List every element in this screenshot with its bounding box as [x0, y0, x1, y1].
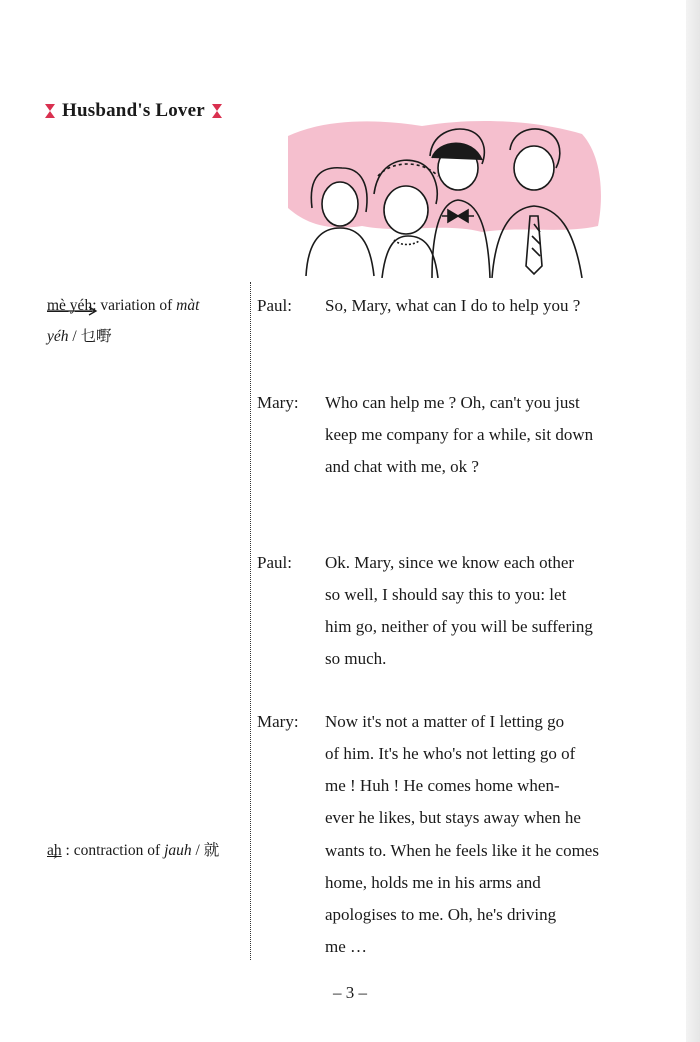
note-definition: : variation of — [92, 297, 177, 314]
dialogue-line: wants to. When he feels like it he comes — [325, 841, 599, 860]
dialogue-line: so well, I should say this to you: let — [325, 585, 567, 604]
arrow-right-icon — [47, 305, 99, 319]
red-hourglass-icon — [211, 103, 223, 119]
dialogue-line: him go, neither of you will be suffering — [325, 617, 593, 636]
arrow-right-icon — [47, 850, 71, 864]
dialogue-line: Ok. Mary, since we know each other — [325, 553, 575, 572]
red-hourglass-icon — [44, 103, 56, 119]
margin-note-variation — [47, 290, 247, 352]
dialogue-line: Who can help me ? Oh, can't you just — [325, 393, 580, 412]
dialogue-line: apologises to me. Oh, he's driving — [325, 905, 557, 924]
note-term: ah — [47, 842, 62, 859]
dialogue-line: me ! Huh ! He comes home when- — [325, 776, 560, 795]
section-title — [44, 100, 223, 122]
note-italic-word: màt — [176, 297, 200, 314]
note-chinese: / 乜嘢 — [68, 328, 112, 345]
dialogue-line: so much. — [325, 649, 387, 668]
note-definition: : contraction of — [61, 842, 165, 859]
margin-note-contraction — [47, 835, 247, 866]
speaker-label: Mary: — [257, 393, 299, 412]
wedding-group-illustration — [282, 116, 612, 278]
note-italic-word: yéh — [47, 328, 69, 345]
dialogue-line: me … — [325, 937, 368, 956]
page-edge — [686, 0, 700, 1042]
column-divider — [250, 282, 251, 960]
speaker-label: Paul: — [257, 553, 292, 572]
speaker-label: Paul: — [257, 296, 292, 315]
dialogue-line: and chat with me, ok ? — [325, 457, 479, 476]
dialogue-line: keep me company for a while, sit down — [325, 425, 594, 444]
note-italic-word: jauh — [164, 842, 192, 859]
page-number: – 3 – — [333, 983, 367, 1002]
note-term: mè yéh — [47, 297, 93, 314]
dialogue-line: of him. It's he who's not letting go of — [325, 744, 576, 763]
dialogue-line: ever he likes, but stays away when he — [325, 808, 581, 827]
dialogue-line: Now it's not a matter of I letting go — [325, 712, 565, 731]
note-chinese: / 就 — [191, 842, 220, 859]
title-text: Husband's Lover — [62, 100, 205, 121]
dialogue-line: home, holds me in his arms and — [325, 873, 541, 892]
dialogue-line: So, Mary, what can I do to help you ? — [325, 296, 581, 315]
speaker-label: Mary: — [257, 712, 299, 731]
